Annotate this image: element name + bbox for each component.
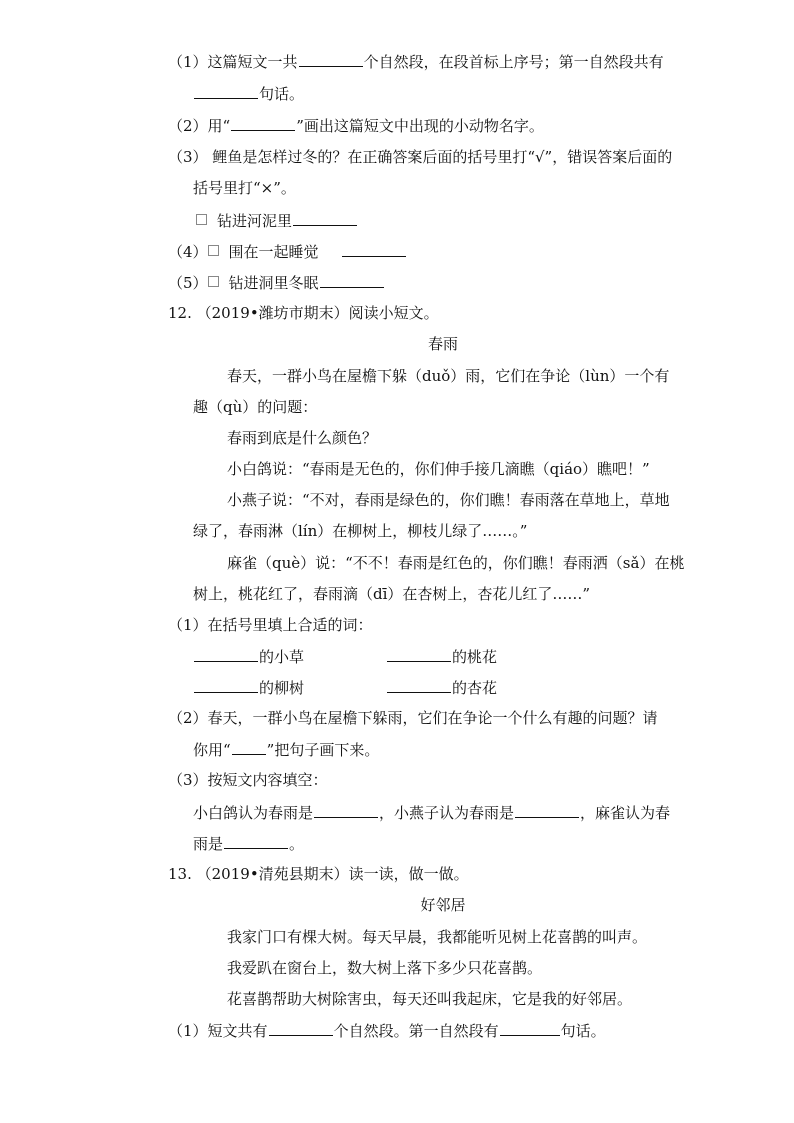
q12-sub3-fill-line2: 雨是 。 xyxy=(193,835,305,853)
q13-sub1: （1）短文共有 个自然段。第一自然段有 句话。 xyxy=(168,1022,606,1040)
answer-blank[interactable] xyxy=(293,210,357,226)
q12-para1-line1: 春天，一群小鸟在屋檐下躲（duǒ）雨，它们在争论（lùn）一个有 xyxy=(227,367,670,385)
answer-blank[interactable] xyxy=(320,272,384,288)
q12-fill-c: 的柳树 xyxy=(193,677,304,697)
q12-para3: 小白鸽说：“春雨是无色的，你们伸手接几滴瞧（qiáo）瞧吧！” xyxy=(227,460,650,478)
q13-heading: 13. （2019•清苑县期末）读一读，做一做。 xyxy=(168,865,469,883)
q12-para1-line2: 趣（qù）的问题： xyxy=(193,398,318,416)
q11-sub4: （4） 围在一起睡觉 xyxy=(168,241,407,261)
q11-sub1-line1: （1）这篇短文一共 个自然段，在段首标上序号；第一自然段共有 xyxy=(168,53,664,71)
q11-sub2: （2）用“ ”画出这篇短文中出现的小动物名字。 xyxy=(168,117,544,135)
q13-para2: 我爱趴在窗台上，数大树上落下多少只花喜鹊。 xyxy=(227,959,543,977)
answer-blank[interactable] xyxy=(314,802,378,818)
q13-para3: 花喜鹊帮助大树除害虫，每天还叫我起床，它是我的好邻居。 xyxy=(227,990,633,1008)
q12-sub2-line2: 你用“ ”把句子画下来。 xyxy=(193,741,380,759)
q12-heading: 12. （2019•潍坊市期末）阅读小短文。 xyxy=(168,304,439,322)
answer-blank[interactable] xyxy=(269,1020,333,1036)
q11-sub3-line1: （3） 鲤鱼是怎样过冬的？在正确答案后面的括号里打“√”，错误答案后面的 xyxy=(168,148,673,166)
answer-blank[interactable] xyxy=(224,833,288,849)
q11-option1: 钻进河泥里 xyxy=(196,210,358,230)
answer-blank[interactable] xyxy=(387,646,451,662)
answer-blank[interactable] xyxy=(387,677,451,693)
q12-fill-b: 的桃花 xyxy=(386,646,497,666)
q13-para1: 我家门口有棵大树。每天早晨，我都能听见树上花喜鹊的叫声。 xyxy=(227,928,648,946)
q12-sub2-line1: （2）春天，一群小鸟在屋檐下躲雨，它们在争论一个什么有趣的问题？请 xyxy=(168,709,658,727)
q12-fill-a: 的小草 xyxy=(193,646,304,666)
q12-para4-line2: 绿了，春雨淋（lín）在柳树上，柳枝儿绿了……。” xyxy=(193,522,528,540)
answer-blank[interactable] xyxy=(342,241,406,257)
answer-blank[interactable] xyxy=(194,83,258,99)
q12-sub3-fill-line1: 小白鸽认为春雨是 ，小燕子认为春雨是 ，麻雀认为春 xyxy=(193,804,671,822)
q12-para5-line1: 麻雀（què）说：“不不！春雨是红色的，你们瞧！春雨洒（sǎ）在桃 xyxy=(227,554,685,572)
q12-fill-d: 的杏花 xyxy=(386,677,497,697)
q11-sub1-line2: 句话。 xyxy=(193,83,304,103)
answer-blank[interactable] xyxy=(515,802,579,818)
q11-sub3-line2: 括号里打“×”。 xyxy=(193,179,296,197)
checkbox-icon[interactable] xyxy=(208,276,219,287)
q12-para4-line1: 小燕子说：“不对，春雨是绿色的，你们瞧！春雨落在草地上，草地 xyxy=(227,491,670,509)
checkbox-icon[interactable] xyxy=(208,245,219,256)
answer-blank[interactable] xyxy=(500,1020,560,1036)
q12-para2: 春雨到底是什么颜色？ xyxy=(227,429,378,447)
answer-blank[interactable] xyxy=(194,646,258,662)
q13-passage-title: 好邻居 xyxy=(420,896,466,914)
checkbox-icon[interactable] xyxy=(196,214,207,225)
underline-mark xyxy=(232,739,266,755)
answer-blank[interactable] xyxy=(299,51,363,67)
q12-sub1: （1）在括号里填上合适的词： xyxy=(168,616,373,634)
answer-blank[interactable] xyxy=(231,115,295,131)
answer-blank[interactable] xyxy=(194,677,258,693)
q12-passage-title: 春雨 xyxy=(427,335,458,353)
q11-sub5: （5） 钻进洞里冬眠 xyxy=(168,272,385,292)
q12-para5-line2: 树上，桃花红了，春雨滴（dī）在杏树上，杏花儿红了……” xyxy=(193,585,591,603)
q12-sub3: （3）按短文内容填空： xyxy=(168,771,328,789)
